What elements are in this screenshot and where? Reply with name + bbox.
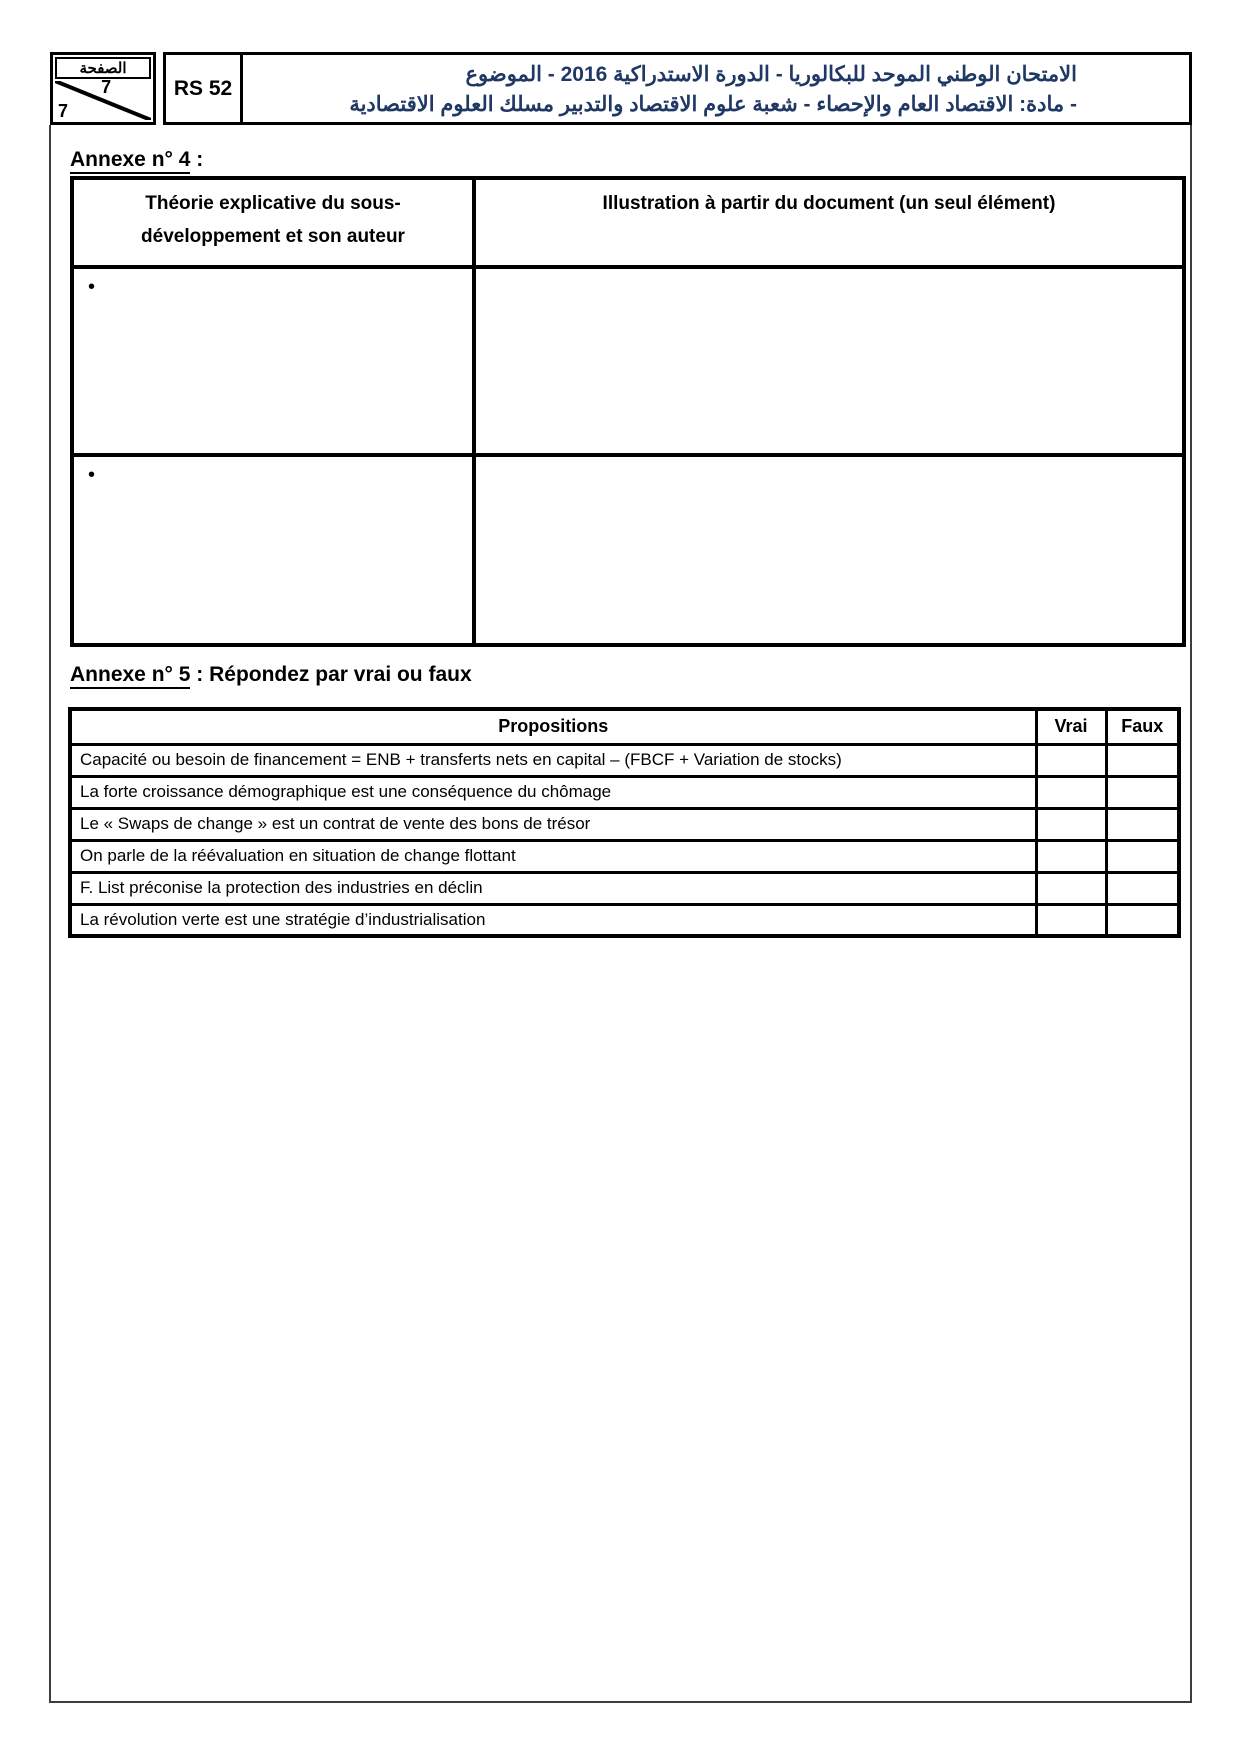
exam-title [243, 55, 1189, 122]
proposition-text: F. List préconise la protection des industries en déclin [70, 872, 1036, 904]
table-row [70, 904, 1179, 936]
vrai-answer-cell [1036, 808, 1106, 840]
page-total: 7 [101, 77, 112, 97]
annexe5-heading-underlined: Annexe n° 5 [70, 663, 190, 689]
annexe4-heading-rest: : [190, 148, 204, 171]
annexe4-row2-illustration-cell [474, 455, 1184, 645]
faux-answer-cell [1106, 872, 1179, 904]
annexe4-header-row [72, 178, 1184, 267]
annexe5-header-row [70, 709, 1179, 744]
annexe5-table [68, 707, 1181, 938]
exam-reference-code: RS 52 [166, 55, 243, 122]
faux-answer-cell [1106, 744, 1179, 776]
annexe5-faux-header: Faux [1106, 709, 1179, 744]
vrai-answer-cell [1036, 776, 1106, 808]
proposition-text: Le « Swaps de change » est un contrat de vente des bons de trésor [70, 808, 1036, 840]
table-row [70, 744, 1179, 776]
annexe4-col1-header: Théorie explicative du sous-développement et son auteur [72, 178, 474, 267]
page-current: 7 [58, 101, 69, 121]
proposition-text: La révolution verte est une stratégie d’industrialisation [70, 904, 1036, 936]
exam-title-line2: - مادة: الاقتصاد العام والإحصاء - شعبة علوم الاقتصاد والتدبير مسلك العلوم الاقتصادية [349, 93, 1077, 116]
table-row [70, 872, 1179, 904]
exam-header [163, 52, 1192, 125]
annexe4-row1-illustration-cell [474, 267, 1184, 455]
exam-title-line1: الامتحان الوطني الموحد للبكالوريا - الدورة الاستدراكية 2016 - الموضوع [465, 63, 1077, 86]
faux-answer-cell [1106, 776, 1179, 808]
faux-answer-cell [1106, 904, 1179, 936]
proposition-text: Capacité ou besoin de financement = ENB + transferts nets en capital – (FBCF + Variation de stocks) [70, 744, 1036, 776]
annexe5-propositions-header: Propositions [70, 709, 1036, 744]
page-fraction-area [55, 77, 151, 121]
faux-answer-cell [1106, 808, 1179, 840]
faux-answer-cell [1106, 840, 1179, 872]
annexe5-heading-rest: : Répondez par vrai ou faux [190, 663, 472, 686]
vrai-answer-cell [1036, 904, 1106, 936]
page-label-arabic: الصفحة [55, 57, 151, 79]
page-number-box [50, 52, 156, 125]
vrai-answer-cell [1036, 840, 1106, 872]
annexe4-row1-theory-cell: • [72, 267, 474, 455]
annexe5-heading [70, 663, 472, 687]
annexe4-row-1 [72, 267, 1184, 455]
annexe5-vrai-header: Vrai [1036, 709, 1106, 744]
content-frame [49, 125, 1192, 1703]
vrai-answer-cell [1036, 872, 1106, 904]
annexe4-row2-theory-cell: • [72, 455, 474, 645]
annexe4-col2-header: Illustration à partir du document (un seul élément) [474, 178, 1184, 267]
vrai-answer-cell [1036, 744, 1106, 776]
table-row [70, 776, 1179, 808]
annexe4-heading [70, 148, 203, 172]
table-row [70, 840, 1179, 872]
proposition-text: La forte croissance démographique est une conséquence du chômage [70, 776, 1036, 808]
table-row [70, 808, 1179, 840]
annexe4-table [70, 176, 1186, 647]
annexe4-row-2 [72, 455, 1184, 645]
annexe4-heading-underlined: Annexe n° 4 [70, 148, 190, 174]
proposition-text: On parle de la réévaluation en situation de change flottant [70, 840, 1036, 872]
